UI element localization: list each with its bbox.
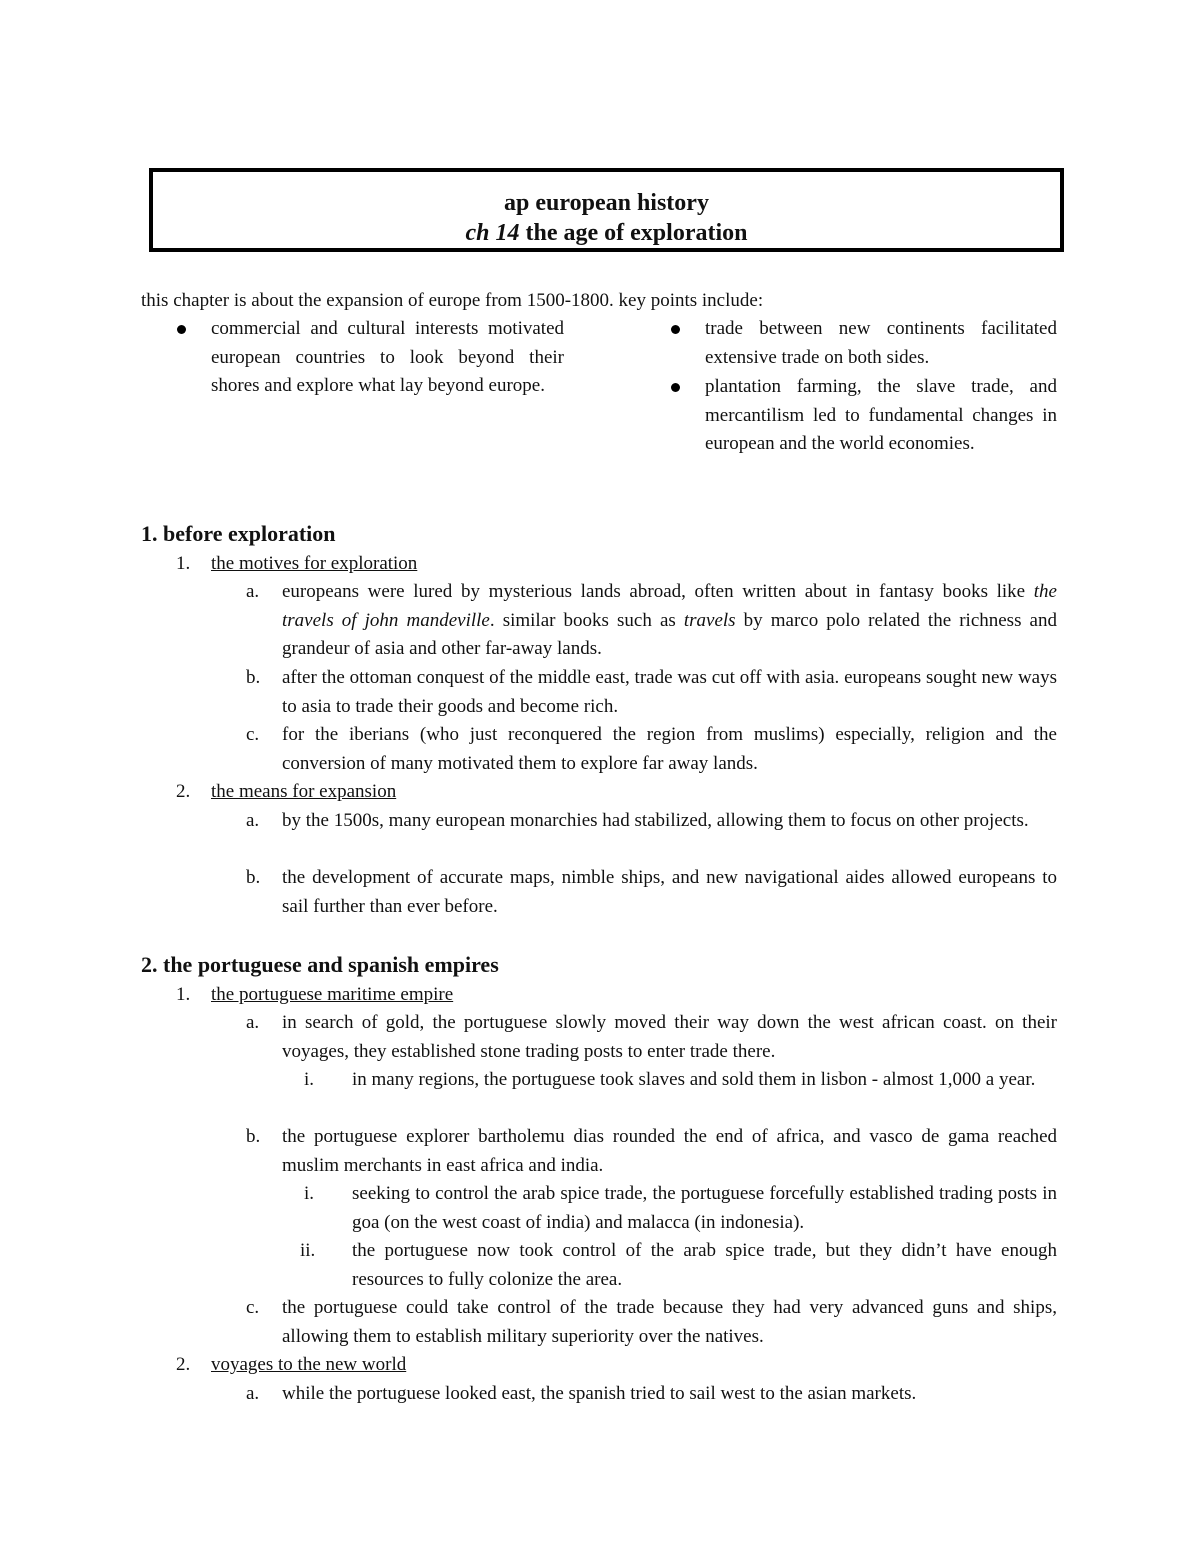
key-point-left-1: commercial and cultural interests motivated european countries to look beyond their shores and explore what lay beyond europe. (211, 318, 564, 397)
list-letter: b. (246, 867, 261, 888)
list-letter: a. (246, 1012, 260, 1033)
list-letter: a. (246, 581, 260, 602)
item-text: by marco polo related the richness and grandeur of asia and other far-away lands. (282, 609, 1057, 660)
list-letter: c. (246, 724, 260, 745)
subsection-title: the portuguese maritime empire (211, 984, 454, 1005)
title-box (149, 168, 1064, 252)
list-letter: a. (246, 810, 260, 831)
section-heading: 2. the portuguese and spanish empires (141, 952, 499, 977)
section-heading: 1. before exploration (141, 521, 336, 546)
item-text: europeans were lured by mysterious lands abroad, often written about in fantasy books like (282, 581, 1034, 602)
list-item: in search of gold, the portuguese slowly moved their way down the west african coast. on their voyages, they established stone trading posts to enter trade there. (282, 1012, 1057, 1062)
subsection-title: the means for expansion (211, 781, 397, 802)
chapter-title (153, 218, 1060, 248)
list-item: after the ottoman conquest of the middle east, trade was cut off with asia. europeans sought new ways to asia to trade their goods and become rich. (282, 667, 1057, 717)
book-title: travels (683, 609, 736, 631)
bullet-icon (671, 383, 680, 392)
list-item (282, 578, 1057, 664)
list-subitem: seeking to control the arab spice trade, the portuguese forcefully established trading posts in goa (on the west coast of india) and malacca (in indonesia). (352, 1183, 1057, 1233)
list-item: the portuguese could take control of the trade because they had very advanced guns and ships, allowing them to establish military superiority over the natives. (282, 1297, 1057, 1347)
list-roman: i. (304, 1183, 315, 1204)
list-item: the development of accurate maps, nimble ships, and new navigational aides allowed europeans to sail further than ever before. (282, 867, 1057, 917)
list-item: by the 1500s, many european monarchies had stabilized, allowing them to focus on other projects. (282, 810, 1029, 831)
list-subitem: in many regions, the portuguese took slaves and sold them in lisbon - almost 1,000 a year. (352, 1069, 1036, 1090)
list-subitem: the portuguese now took control of the arab spice trade, but they didn’t have enough resources to fully colonize the area. (352, 1240, 1057, 1290)
bullet-icon (177, 325, 186, 334)
list-letter: a. (246, 1383, 260, 1404)
list-letter: c. (246, 1297, 260, 1318)
course-title: ap european history (504, 190, 709, 216)
book-title: the travels of john mandeville (282, 581, 1057, 631)
item-text: . similar books such as (489, 609, 684, 631)
chapter-name: the age of exploration (519, 220, 748, 246)
chapter-number: ch 14 (465, 220, 520, 246)
bullet-icon (671, 325, 680, 334)
list-item: while the portuguese looked east, the spanish tried to sail west to the asian markets. (282, 1383, 917, 1404)
subsection-title: the motives for exploration (211, 553, 418, 574)
list-number: 2. (176, 781, 191, 802)
list-letter: b. (246, 667, 261, 688)
list-number: 1. (176, 553, 191, 574)
key-point-right-1: trade between new continents facilitated extensive trade on both sides. (705, 318, 1057, 368)
list-item: for the iberians (who just reconquered the region from muslims) especially, religion and the conversion of many motivated them to explore far away lands. (282, 724, 1057, 774)
list-number: 1. (176, 984, 191, 1005)
key-point-right-2: plantation farming, the slave trade, and mercantilism led to fundamental changes in european and the world economies. (705, 376, 1057, 455)
list-item: the portuguese explorer bartholemu dias rounded the end of africa, and vasco de gama reached muslim merchants in east africa and india. (282, 1126, 1057, 1176)
list-roman: ii. (300, 1240, 316, 1261)
intro-text: this chapter is about the expansion of europe from 1500-1800. key points include: (141, 290, 764, 311)
list-roman: i. (304, 1069, 315, 1090)
subsection-title: voyages to the new world (211, 1354, 407, 1375)
list-letter: b. (246, 1126, 261, 1147)
list-number: 2. (176, 1354, 191, 1375)
